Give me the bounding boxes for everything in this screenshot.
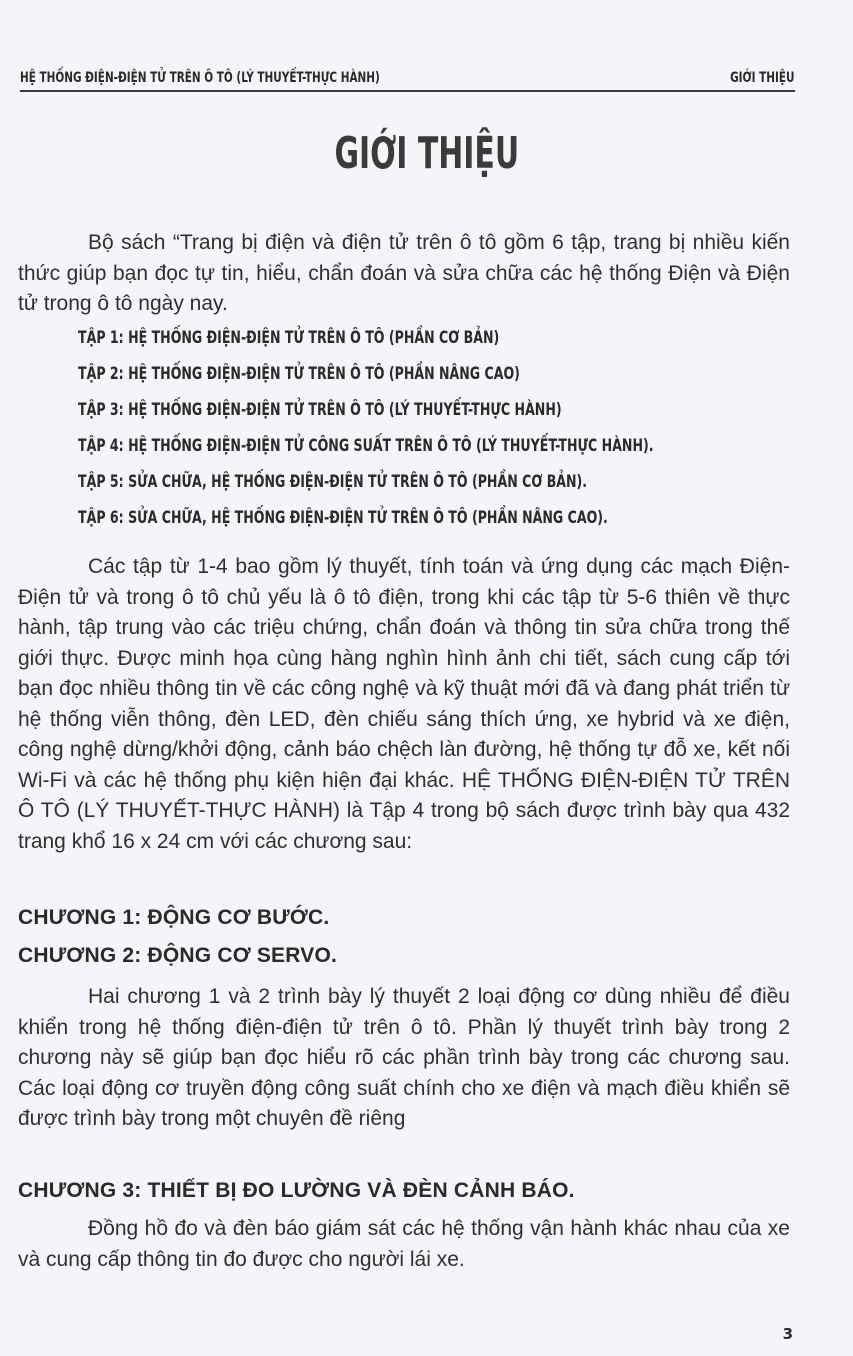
chapter-1-heading: CHƯƠNG 1: ĐỘNG CƠ BƯỚC. — [18, 906, 330, 929]
intro-paragraph: Bộ sách “Trang bị điện và điện tử trên ô tô gồm 6 tập, trang bị nhiều kiến thức giúp bạn đọc tự tin, hiểu, chẩn đoán và sửa chữa các hệ thống Điện và Điện tử trong ô tô ngày nay. — [18, 231, 790, 315]
volume-item: TẬP 6: SỬA CHỮA, HỆ THỐNG ĐIỆN-ĐIỆN TỬ TRÊN Ô TÔ (PHẦN NÂNG CAO). — [78, 508, 608, 528]
overview-paragraph: Các tập từ 1-4 bao gồm lý thuyết, tính toán và ứng dụng các mạch Điện-Điện tử và trong ô tô chủ yếu là ô tô điện, trong khi các tập từ 5-6 thiên về thực hành, tập trung vào các triệu chứng, chẩn đoán và thông tin sửa chữa trong thế giới thực. Được minh họa cùng hàng nghìn hình ảnh chi tiết, sách cung cấp tới bạn đọc nhiều thông tin về các công nghệ và kỹ thuật mới đã và đang phát triển từ hệ thống viễn thông, đèn LED, đèn chiếu sáng thích ứng, xe hybrid và xe điện, công nghệ dừng/khởi động, cảnh báo chệch làn đường, hệ thống tự đỗ xe, kết nối Wi-Fi và các hệ thống phụ kiện hiện đại khác. HỆ THỐNG ĐIỆN-ĐIỆN TỬ TRÊN Ô TÔ (LÝ THUYẾT-THỰC HÀNH) là Tập 4 trong bộ sách được trình bày qua 432 trang khổ 16 x 24 cm với các chương sau: — [18, 555, 790, 853]
volume-item: TẬP 1: HỆ THỐNG ĐIỆN-ĐIỆN TỬ TRÊN Ô TÔ (PHẦN CƠ BẢN) — [78, 328, 500, 348]
volume-list — [78, 328, 798, 544]
volume-item: TẬP 5: SỬA CHỮA, HỆ THỐNG ĐIỆN-ĐIỆN TỬ TRÊN Ô TÔ (PHẦN CƠ BẢN). — [78, 472, 588, 492]
running-header — [20, 62, 795, 92]
header-book-title: HỆ THỐNG ĐIỆN-ĐIỆN TỬ TRÊN Ô TÔ (LÝ THUYẾT-THỰC HÀNH) — [20, 70, 380, 86]
chapter-1-2-description: Hai chương 1 và 2 trình bày lý thuyết 2 loại động cơ dùng nhiều để điều khiển trong hệ thống điện-điện tử trên ô tô. Phần lý thuyết trình bày trong 2 chương này sẽ giúp bạn đọc hiểu rõ các phần trình bày trong các chương sau. Các loại động cơ truyền động công suất chính cho xe điện và mạch điều khiển sẽ được trình bày trong một chuyên đề riêng — [18, 985, 790, 1130]
chapter-3-heading: CHƯƠNG 3: THIẾT BỊ ĐO LƯỜNG VÀ ĐÈN CẢNH BÁO. — [18, 1179, 575, 1202]
page-title-text: GIỚI THIỆU — [334, 128, 519, 179]
volume-item: TẬP 4: HỆ THỐNG ĐIỆN-ĐIỆN TỬ CÔNG SUẤT TRÊN Ô TÔ (LÝ THUYẾT-THỰC HÀNH). — [78, 436, 654, 456]
volume-item: TẬP 2: HỆ THỐNG ĐIỆN-ĐIỆN TỬ TRÊN Ô TÔ (PHẦN NÂNG CAO) — [78, 364, 520, 384]
page-number: 3 — [782, 1325, 793, 1343]
page-title — [0, 128, 853, 179]
header-section-title: GIỚI THIỆU — [730, 70, 795, 86]
chapter-2-heading: CHƯƠNG 2: ĐỘNG CƠ SERVO. — [18, 944, 338, 967]
chapter-3-description: Đồng hồ đo và đèn báo giám sát các hệ thống vận hành khác nhau của xe và cung cấp thông tin đo được cho người lái xe. — [18, 1217, 790, 1271]
volume-item: TẬP 3: HỆ THỐNG ĐIỆN-ĐIỆN TỬ TRÊN Ô TÔ (LÝ THUYẾT-THỰC HÀNH) — [78, 400, 562, 420]
